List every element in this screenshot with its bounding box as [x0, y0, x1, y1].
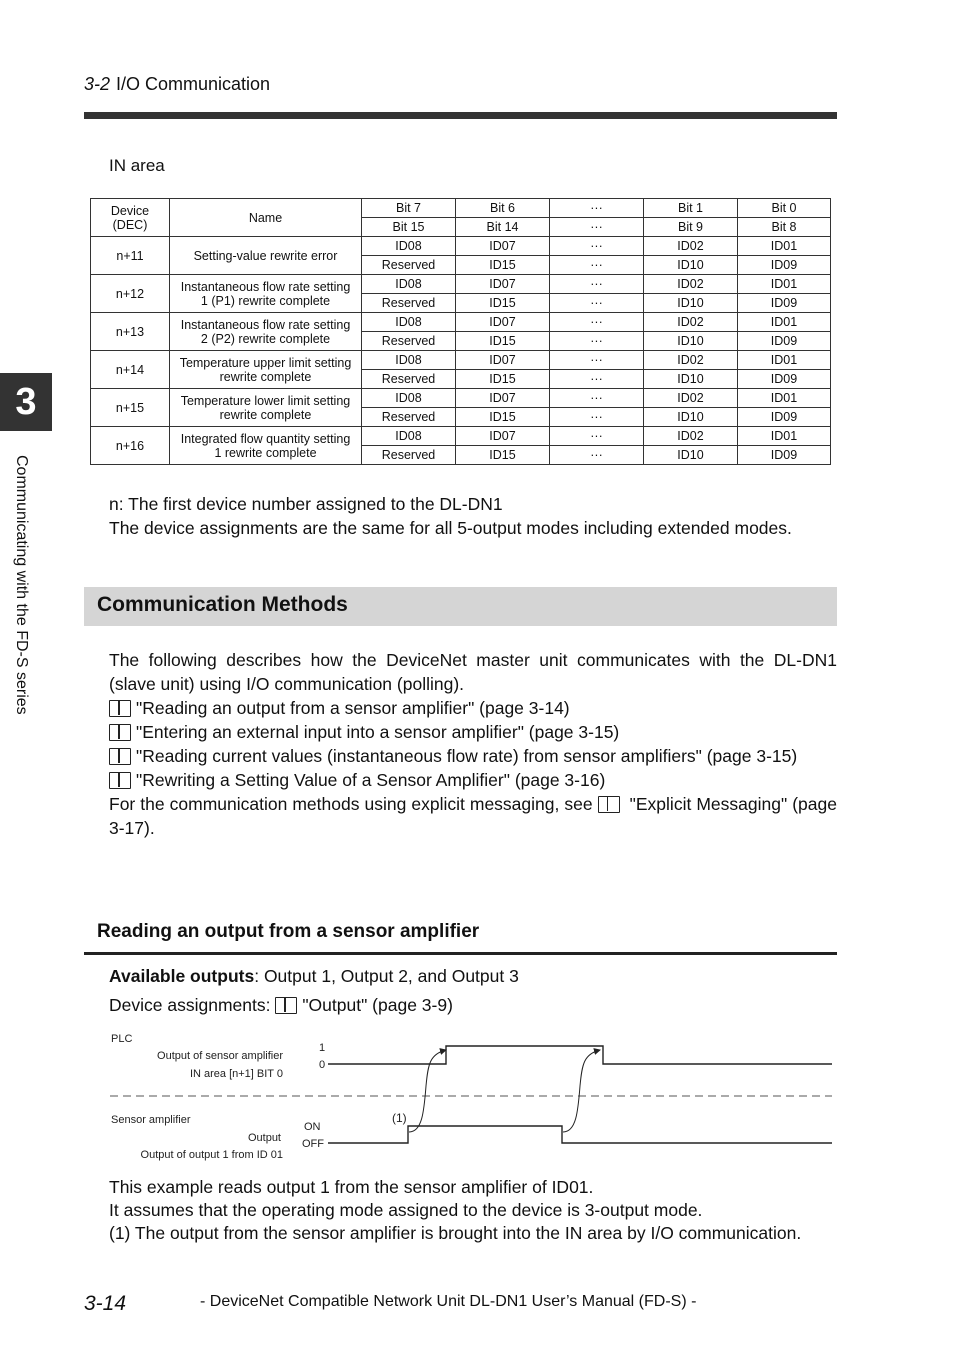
level-high-label: 1 — [319, 1042, 326, 1054]
header-rule — [84, 112, 837, 119]
book-icon — [109, 700, 131, 717]
subsection-rule — [84, 952, 837, 955]
header-bit: ··· — [550, 218, 644, 237]
device-cell: n+15 — [91, 389, 170, 427]
bit-cell: Reserved — [362, 446, 456, 465]
header-device: Device (DEC) — [91, 199, 170, 237]
bit-cell: ID02 — [644, 237, 738, 256]
bit-cell: ID07 — [456, 427, 550, 446]
device-cell: n+11 — [91, 237, 170, 275]
bit-cell: ID10 — [644, 408, 738, 427]
bit-cell: ID09 — [738, 408, 831, 427]
bit-cell: ··· — [550, 294, 644, 313]
header-bit: Bit 6 — [456, 199, 550, 218]
name-cell: Instantaneous flow rate setting 1 (P1) rewrite complete — [170, 275, 362, 313]
bit-cell: ID02 — [644, 313, 738, 332]
header-bit: ··· — [550, 199, 644, 218]
bit-cell: ID02 — [644, 351, 738, 370]
bit-cell: ID08 — [362, 313, 456, 332]
description-line-2: It assumes that the operating mode assigned to the device is 3-output mode. — [109, 1200, 703, 1220]
bit-cell: ID10 — [644, 446, 738, 465]
bit-cell: ID15 — [456, 370, 550, 389]
amplifier-label: Sensor amplifier — [111, 1114, 191, 1126]
amplifier-waveform — [328, 1126, 832, 1143]
bit-cell: Reserved — [362, 294, 456, 313]
book-icon[interactable] — [275, 997, 297, 1014]
bit-cell: ID15 — [456, 446, 550, 465]
bit-cell: Reserved — [362, 332, 456, 351]
bit-cell: ID01 — [738, 237, 831, 256]
transfer-arrow — [563, 1050, 600, 1132]
bit-cell: ID02 — [644, 389, 738, 408]
off-label: OFF — [302, 1138, 324, 1150]
table-row — [91, 427, 831, 446]
device-cell: n+16 — [91, 427, 170, 465]
name-cell: Setting-value rewrite error — [170, 237, 362, 275]
bit-cell: ··· — [550, 256, 644, 275]
device-cell: n+12 — [91, 275, 170, 313]
table-row — [91, 351, 831, 370]
amplifier-signal-desc: Output of output 1 from ID 01 — [140, 1149, 283, 1161]
header-bit: Bit 15 — [362, 218, 456, 237]
bit-cell: ID01 — [738, 351, 831, 370]
table-row — [91, 389, 831, 408]
plc-label: PLC — [111, 1033, 133, 1045]
page-header — [84, 74, 270, 95]
bit-cell: ID01 — [738, 389, 831, 408]
bit-cell: ··· — [550, 351, 644, 370]
intro-paragraph: The following describes how the DeviceNet master unit communicates with the DL-DN1 (slave unit) using I/O communication (polling). — [109, 650, 837, 694]
bit-cell: ··· — [550, 389, 644, 408]
in-area-label: IN area — [109, 156, 165, 175]
book-icon[interactable] — [598, 796, 620, 813]
bit-cell: ID08 — [362, 389, 456, 408]
bit-cell: ··· — [550, 370, 644, 389]
table-header-row — [91, 199, 831, 218]
bit-cell: ··· — [550, 275, 644, 294]
available-outputs — [109, 962, 519, 1020]
header-bit: Bit 1 — [644, 199, 738, 218]
plc-signal-label: Output of sensor amplifier — [157, 1050, 283, 1062]
bit-cell: ID15 — [456, 294, 550, 313]
bit-cell: ··· — [550, 237, 644, 256]
bit-cell: ··· — [550, 446, 644, 465]
reference-link[interactable]: "Reading current values (instantaneous flow rate) from sensor amplifiers" (page 3-15) — [109, 744, 837, 768]
bit-cell: ID07 — [456, 275, 550, 294]
bit-cell: ID15 — [456, 332, 550, 351]
bit-cell: ID01 — [738, 427, 831, 446]
header-name: Name — [170, 199, 362, 237]
bit-cell: ID07 — [456, 313, 550, 332]
transfer-arrow — [409, 1050, 446, 1132]
section-heading-title: Communication Methods — [97, 593, 348, 616]
bit-cell: ID07 — [456, 389, 550, 408]
device-cell: n+14 — [91, 351, 170, 389]
book-icon — [109, 772, 131, 789]
bit-cell: ID07 — [456, 351, 550, 370]
note-line-1: n: The first device number assigned to the DL-DN1 — [109, 494, 503, 514]
book-icon — [109, 724, 131, 741]
header-bit: Bit 0 — [738, 199, 831, 218]
level-low-label: 0 — [319, 1059, 326, 1071]
bit-cell: ID07 — [456, 237, 550, 256]
explicit-messaging-paragraph: For the communication methods using explicit messaging, see "Explicit Messaging" (page 3-17). — [109, 794, 837, 838]
subsection-title: Reading an output from a sensor amplifier — [97, 921, 480, 942]
footer-title: - DeviceNet Compatible Network Unit DL-DN1 User’s Manual (FD-S) - — [200, 1293, 697, 1310]
bit-cell: ID10 — [644, 256, 738, 275]
bit-cell: ID08 — [362, 427, 456, 446]
bit-cell: ID01 — [738, 313, 831, 332]
header-bit: Bit 9 — [644, 218, 738, 237]
section-heading — [84, 587, 837, 626]
bit-cell: ID15 — [456, 408, 550, 427]
bit-cell: ··· — [550, 313, 644, 332]
table-row — [91, 313, 831, 332]
step-marker: (1) — [392, 1111, 407, 1125]
header-bit: Bit 8 — [738, 218, 831, 237]
table-notes — [109, 492, 837, 540]
table-row — [91, 237, 831, 256]
bit-cell: ID09 — [738, 256, 831, 275]
name-cell: Instantaneous flow rate setting 2 (P2) rewrite complete — [170, 313, 362, 351]
device-assignments-ref: Device assignments: "Output" (page 3-9) — [109, 995, 453, 1015]
name-cell: Temperature lower limit setting rewrite complete — [170, 389, 362, 427]
bit-cell: ··· — [550, 332, 644, 351]
table-row — [91, 275, 831, 294]
bit-cell: ID09 — [738, 294, 831, 313]
reference-link[interactable]: "Rewriting a Setting Value of a Sensor Amplifier" (page 3-16) — [109, 768, 837, 792]
chapter-tab: 3 — [0, 373, 52, 431]
timing-diagram — [100, 1026, 840, 1166]
bit-cell: ··· — [550, 408, 644, 427]
chapter-side-title: Communicating with the FD-S series — [13, 455, 30, 715]
available-outputs-label: Available outputs — [109, 966, 255, 986]
available-outputs-text: : Output 1, Output 2, and Output 3 — [254, 966, 519, 986]
section-title: I/O Communication — [116, 74, 271, 94]
name-cell: Integrated flow quantity setting 1 rewrite complete — [170, 427, 362, 465]
name-cell: Temperature upper limit setting rewrite complete — [170, 351, 362, 389]
plc-signal-address: IN area [n+1] BIT 0 — [189, 1068, 283, 1080]
device-cell: n+13 — [91, 313, 170, 351]
book-icon — [109, 748, 131, 765]
note-line-2: The device assignments are the same for all 5-output modes including extended modes. — [109, 518, 792, 538]
section-number: 3-2 — [84, 74, 111, 94]
header-bit: Bit 14 — [456, 218, 550, 237]
bit-cell: ID09 — [738, 332, 831, 351]
description-line-1: This example reads output 1 from the sensor amplifier of ID01. — [109, 1177, 594, 1197]
bit-cell: ID10 — [644, 332, 738, 351]
bit-cell: ID15 — [456, 256, 550, 275]
bit-cell: ID02 — [644, 427, 738, 446]
section-body — [109, 648, 837, 840]
bit-cell: ID08 — [362, 351, 456, 370]
plc-waveform — [328, 1046, 832, 1064]
bit-cell: ··· — [550, 427, 644, 446]
bit-cell: ID09 — [738, 446, 831, 465]
bit-cell: Reserved — [362, 408, 456, 427]
example-description — [109, 1176, 837, 1245]
bit-cell: ID10 — [644, 294, 738, 313]
bit-cell: ID10 — [644, 370, 738, 389]
bit-cell: ID09 — [738, 370, 831, 389]
reference-link[interactable]: "Reading an output from a sensor amplifier" (page 3-14) — [109, 696, 837, 720]
bit-cell: ID02 — [644, 275, 738, 294]
bit-cell: ID08 — [362, 237, 456, 256]
description-item-1: (1) The output from the sensor amplifier is brought into the IN area by I/O communication. — [109, 1223, 802, 1243]
header-bit: Bit 7 — [362, 199, 456, 218]
bit-cell: ID01 — [738, 275, 831, 294]
bit-cell: Reserved — [362, 256, 456, 275]
amplifier-signal-label: Output — [247, 1132, 281, 1144]
bit-cell: ID08 — [362, 275, 456, 294]
bit-cell: Reserved — [362, 370, 456, 389]
reference-link[interactable]: "Entering an external input into a sensor amplifier" (page 3-15) — [109, 720, 837, 744]
on-label: ON — [304, 1121, 321, 1133]
page-number: 3-14 — [84, 1292, 127, 1315]
in-area-table — [90, 198, 831, 465]
